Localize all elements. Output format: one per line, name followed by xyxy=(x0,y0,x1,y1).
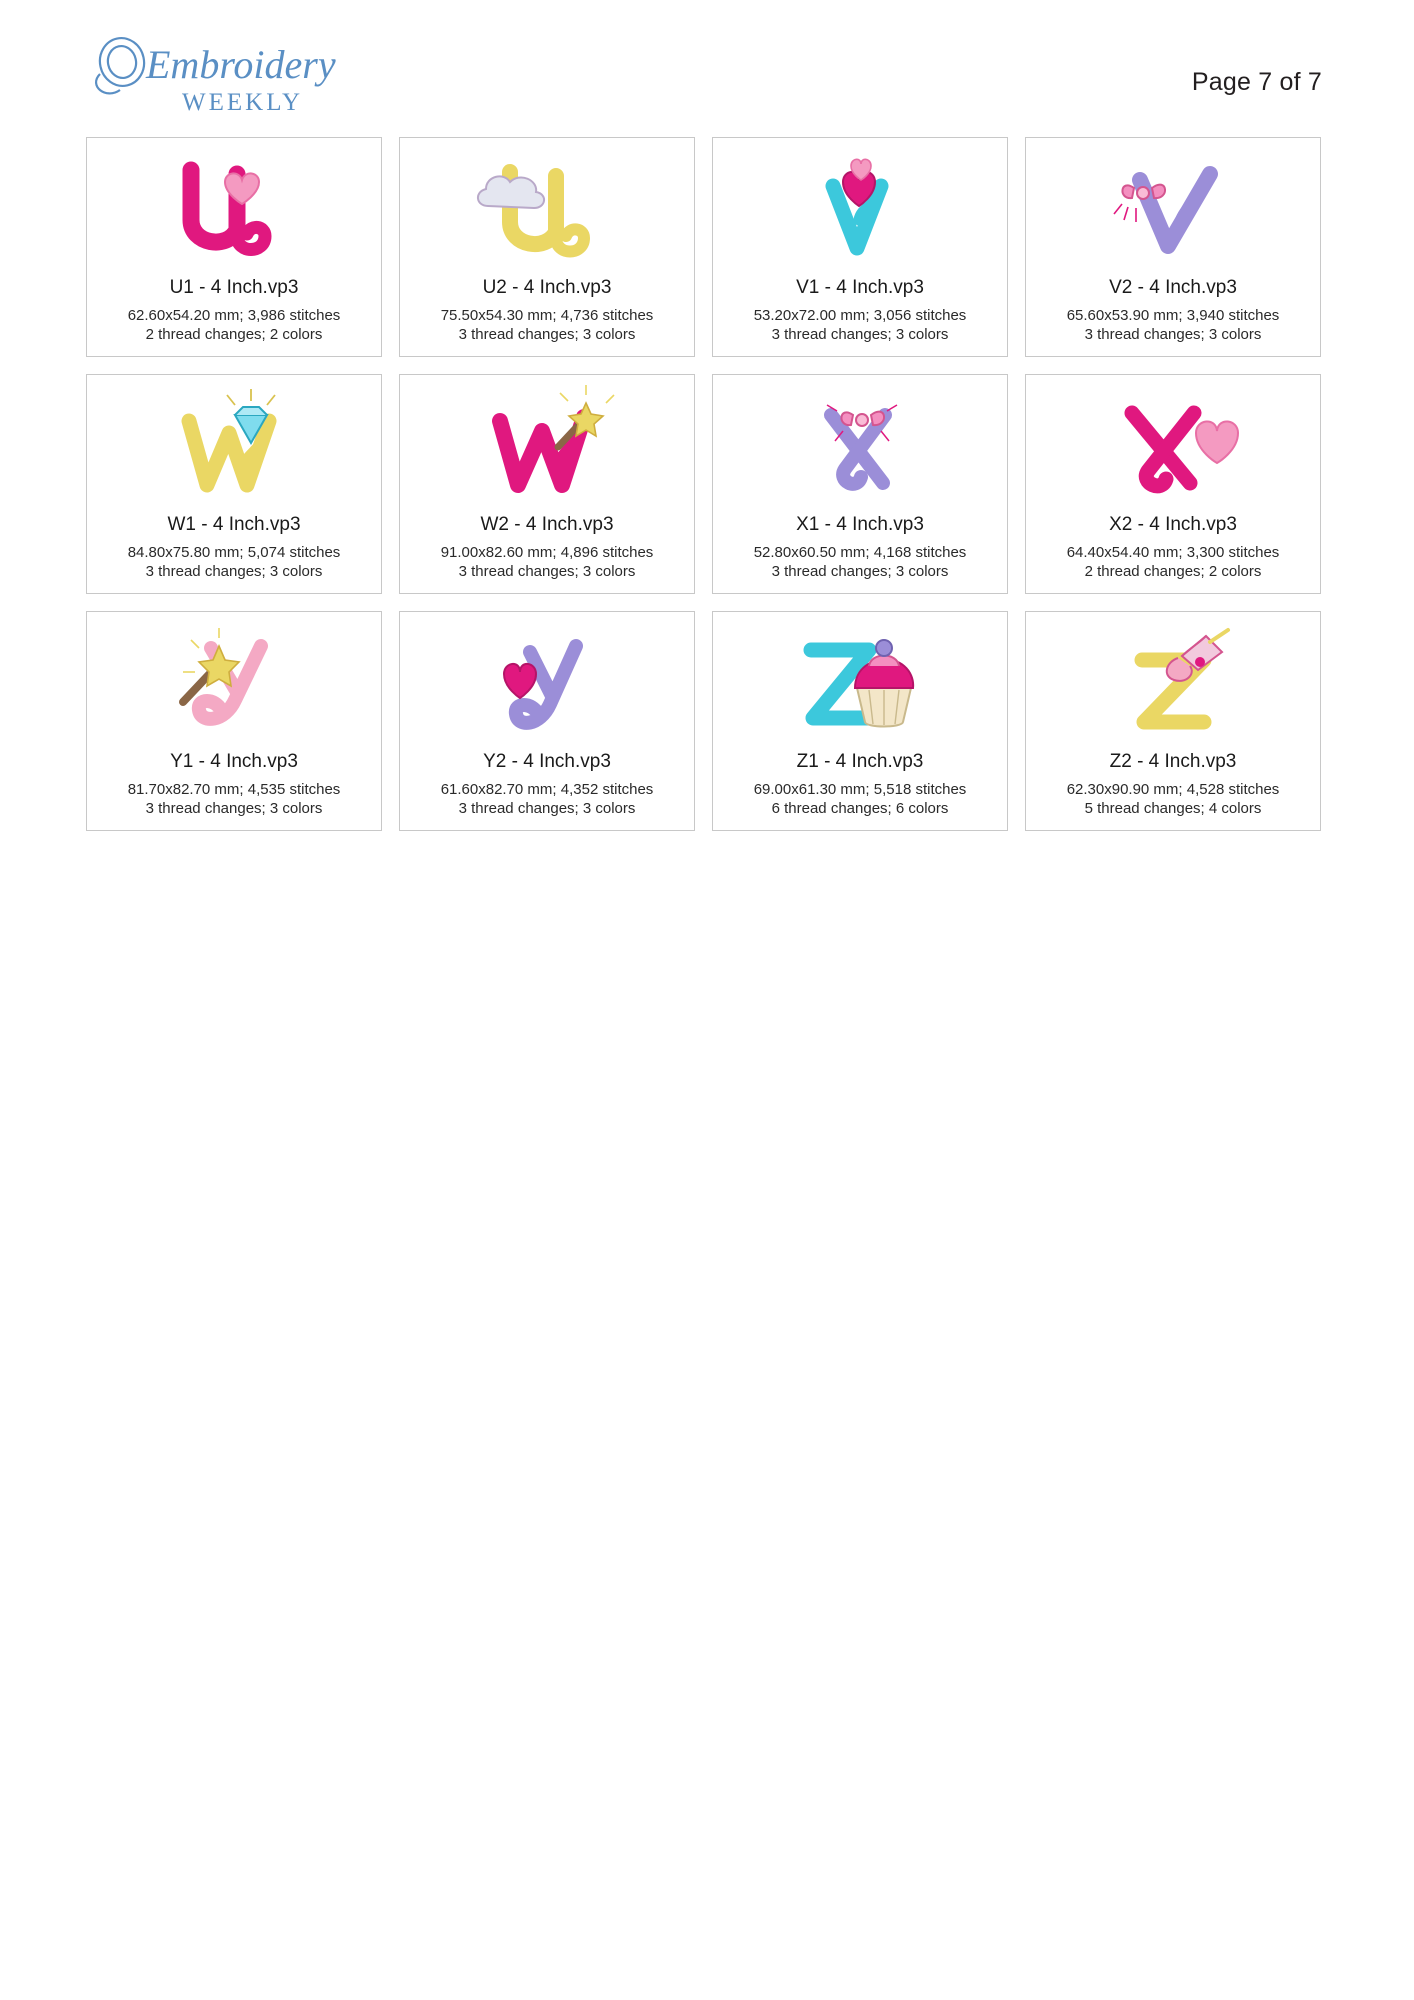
design-threads: 3 thread changes; 3 colors xyxy=(145,799,323,817)
design-thumbnail-x2 xyxy=(1026,375,1320,513)
design-meta xyxy=(128,306,341,344)
design-card[interactable] xyxy=(399,611,695,831)
design-size: 84.80x75.80 mm; 5,074 stitches xyxy=(127,543,341,561)
design-thumbnail-v2 xyxy=(1026,138,1320,276)
design-threads: 3 thread changes; 3 colors xyxy=(771,325,949,343)
design-meta xyxy=(1067,306,1280,344)
design-meta xyxy=(754,543,967,581)
design-title: X1 - 4 Inch.vp3 xyxy=(796,514,924,535)
design-card[interactable] xyxy=(712,374,1008,594)
design-meta xyxy=(754,780,967,818)
design-card[interactable] xyxy=(1025,137,1321,357)
design-size: 53.20x72.00 mm; 3,056 stitches xyxy=(753,306,967,324)
design-threads: 3 thread changes; 3 colors xyxy=(458,562,636,580)
design-thumbnail-z2 xyxy=(1026,612,1320,750)
logo-artwork xyxy=(86,26,376,126)
design-size: 81.70x82.70 mm; 4,535 stitches xyxy=(127,780,341,798)
design-size: 52.80x60.50 mm; 4,168 stitches xyxy=(753,543,967,561)
design-card[interactable] xyxy=(399,137,695,357)
design-title: Y2 - 4 Inch.vp3 xyxy=(483,751,611,772)
design-thumbnail-y2 xyxy=(400,612,694,750)
design-meta xyxy=(754,306,967,344)
cloud-icon xyxy=(478,176,544,208)
svg-text:WEEKLY: WEEKLY xyxy=(182,89,304,116)
magic-wand-icon xyxy=(558,385,614,447)
design-thumbnail-x1 xyxy=(713,375,1007,513)
design-card[interactable] xyxy=(399,374,695,594)
design-size: 65.60x53.90 mm; 3,940 stitches xyxy=(1066,306,1280,324)
design-meta xyxy=(128,780,341,818)
design-title: Z2 - 4 Inch.vp3 xyxy=(1109,751,1237,772)
design-card[interactable] xyxy=(1025,611,1321,831)
design-size: 91.00x82.60 mm; 4,896 stitches xyxy=(440,543,654,561)
design-thumbnail-v1 xyxy=(713,138,1007,276)
design-title: Z1 - 4 Inch.vp3 xyxy=(796,751,924,772)
design-size: 62.60x54.20 mm; 3,986 stitches xyxy=(127,306,341,324)
design-meta xyxy=(441,543,654,581)
page-number: Page 7 of 7 xyxy=(1191,68,1322,96)
design-thumbnail-u1 xyxy=(87,138,381,276)
design-size: 62.30x90.90 mm; 4,528 stitches xyxy=(1066,780,1280,798)
design-card[interactable] xyxy=(712,137,1008,357)
design-size: 61.60x82.70 mm; 4,352 stitches xyxy=(440,780,654,798)
design-title: U2 - 4 Inch.vp3 xyxy=(482,277,612,298)
design-threads: 3 thread changes; 3 colors xyxy=(458,799,636,817)
design-thumbnail-y1 xyxy=(87,612,381,750)
design-threads: 3 thread changes; 3 colors xyxy=(771,562,949,580)
design-thumbnail-u2 xyxy=(400,138,694,276)
design-meta xyxy=(1067,780,1280,818)
design-card[interactable] xyxy=(86,374,382,594)
design-threads: 3 thread changes; 3 colors xyxy=(458,325,636,343)
design-title: W1 - 4 Inch.vp3 xyxy=(167,514,301,535)
design-meta xyxy=(441,306,654,344)
design-title: X2 - 4 Inch.vp3 xyxy=(1109,514,1237,535)
design-meta xyxy=(441,780,654,818)
design-size: 64.40x54.40 mm; 3,300 stitches xyxy=(1066,543,1280,561)
letter-x-glyph xyxy=(1132,413,1194,486)
design-meta xyxy=(1067,543,1280,581)
design-title: V2 - 4 Inch.vp3 xyxy=(1109,277,1237,298)
design-threads: 2 thread changes; 2 colors xyxy=(1084,562,1262,580)
design-thumbnail-w2 xyxy=(400,375,694,513)
design-threads: 3 thread changes; 3 colors xyxy=(1084,325,1262,343)
page-header xyxy=(86,0,1328,132)
design-card[interactable] xyxy=(712,611,1008,831)
design-thumbnail-z1 xyxy=(713,612,1007,750)
design-grid xyxy=(86,137,1328,831)
heart-icon xyxy=(1196,421,1238,463)
embroidery-weekly-logo xyxy=(86,26,376,126)
design-threads: 5 thread changes; 4 colors xyxy=(1084,799,1262,817)
letter-w-glyph xyxy=(500,417,584,485)
design-size: 69.00x61.30 mm; 5,518 stitches xyxy=(753,780,967,798)
design-size: 75.50x54.30 mm; 4,736 stitches xyxy=(440,306,654,324)
heart-icon xyxy=(504,664,536,698)
design-title: W2 - 4 Inch.vp3 xyxy=(480,514,614,535)
design-card[interactable] xyxy=(86,611,382,831)
letter-v-glyph xyxy=(1140,174,1210,246)
design-threads: 6 thread changes; 6 colors xyxy=(771,799,949,817)
design-title: V1 - 4 Inch.vp3 xyxy=(796,277,924,298)
design-threads: 2 thread changes; 2 colors xyxy=(145,325,323,343)
design-card[interactable] xyxy=(1025,374,1321,594)
design-meta xyxy=(128,543,341,581)
design-title: Y1 - 4 Inch.vp3 xyxy=(170,751,298,772)
design-threads: 3 thread changes; 3 colors xyxy=(145,562,323,580)
design-title: U1 - 4 Inch.vp3 xyxy=(169,277,299,298)
design-card[interactable] xyxy=(86,137,382,357)
svg-text:Embroidery: Embroidery xyxy=(146,42,336,87)
design-thumbnail-w1 xyxy=(87,375,381,513)
